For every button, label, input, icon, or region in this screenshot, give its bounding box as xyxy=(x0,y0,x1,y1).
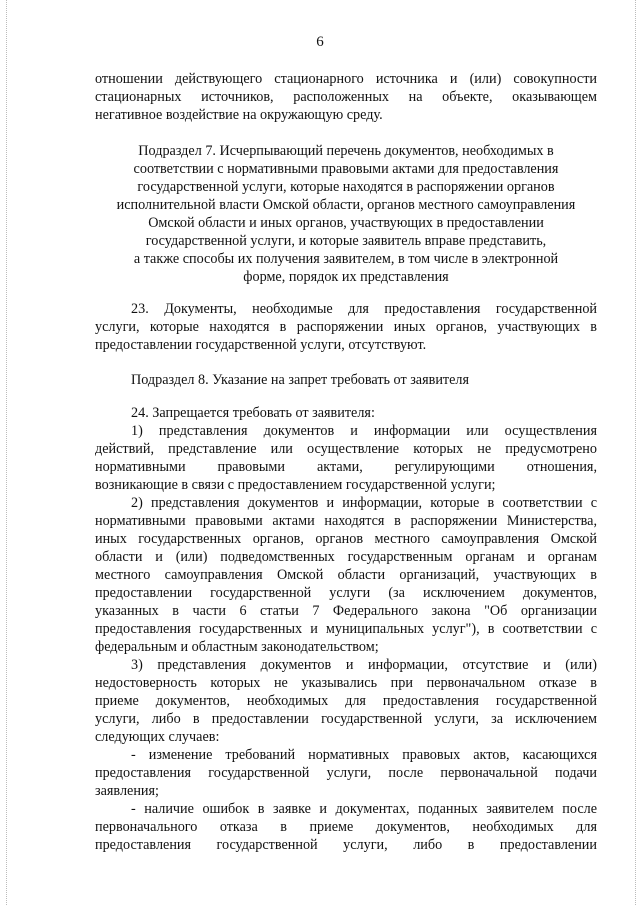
item2-line: федеральным и областным законодательством; xyxy=(95,639,379,655)
intro-line: отношении действующего стационарного источника и (или) совокупности xyxy=(95,71,597,87)
item3-line: приеме документов, необходимых для предоставления государственной xyxy=(95,693,597,709)
paragraph-23 xyxy=(95,300,597,354)
intro-line: стационарных источников, расположенных на объекте, оказывающем xyxy=(95,89,597,105)
heading-line: Подраздел 7. Исчерпывающий перечень документов, необходимых в xyxy=(138,143,554,159)
item3-line: недостоверность которых не указывались при первоначальном отказе в xyxy=(95,675,597,691)
case2-line: первоначального отказа в приеме документов, необходимых для xyxy=(95,819,597,835)
case1-line: заявления; xyxy=(95,783,159,799)
para23-line: предоставлении государственной услуги, отсутствуют. xyxy=(95,337,427,353)
item2-line: области и (или) подведомственных государственным органам и органам xyxy=(95,549,597,565)
item1-line: 1) представления документов и информации или осуществления xyxy=(131,423,597,439)
heading-line: исполнительной власти Омской области, органов местного самоуправления xyxy=(116,197,576,213)
item2-line: 2) представления документов и информации, которые в соответствии с xyxy=(131,495,597,511)
case2-line: - наличие ошибок в заявке и документах, поданных заявителем после xyxy=(131,801,597,817)
item1-line: действий, представление или осуществление которых не предусмотрено xyxy=(95,441,597,457)
item3-line: следующих случаев: xyxy=(95,729,220,745)
item1-line: возникающие в связи с предоставлением государственной услуги; xyxy=(95,477,496,493)
para23-line: услуги, которые находятся в распоряжении иных органов, участвующих в xyxy=(95,319,597,335)
para24-title: 24. Запрещается требовать от заявителя: xyxy=(131,405,375,421)
heading-line: соответствии с нормативными правовыми актами для предоставления xyxy=(133,161,559,177)
intro-line: негативное воздействие на окружающую среду. xyxy=(95,107,383,123)
item3-line: услуги, либо в предоставлении государственной услуги, за исключением xyxy=(95,711,597,727)
subsection8-heading-text: Подраздел 8. Указание на запрет требовать от заявителя xyxy=(131,372,470,388)
page-number: 6 xyxy=(316,34,324,50)
item2-line: предоставлении государственной услуги (за исключением документов, xyxy=(95,585,597,601)
item2-line: нормативными правовыми актами находятся в распоряжении Министерства, xyxy=(95,513,597,529)
item1-line: нормативными правовыми актами, регулирующими отношения, xyxy=(95,459,597,475)
case1-line: предоставления государственной услуги, после первоначальной подачи xyxy=(95,765,597,781)
item2-line: иных государственных органов, органов местного самоуправления Омской xyxy=(95,531,597,547)
heading-line: государственной услуги, которые находятся в распоряжении органов xyxy=(137,179,555,195)
heading-line: форме, порядок их представления xyxy=(243,269,449,285)
case1-line: - изменение требований нормативных правовых актов, касающихся xyxy=(131,747,597,763)
scan-left-edge xyxy=(6,0,7,905)
intro-paragraph xyxy=(95,70,597,124)
heading-line: государственной услуги, и которые заявитель вправе представить, xyxy=(145,233,547,249)
heading-line: Омской области и иных органов, участвующих в предоставлении xyxy=(148,215,544,231)
item2-line: указанных в части 6 статьи 7 Федерального закона "Об организации xyxy=(95,603,597,619)
item2-line: местного самоуправления Омской области организаций, участвующих в xyxy=(95,567,597,583)
paragraph-24 xyxy=(95,404,597,854)
subsection8-heading xyxy=(95,371,597,389)
item3-line: 3) представления документов и информации, отсутствие и (или) xyxy=(131,657,597,673)
item2-line: предоставления государственных и муниципальных услуг"), в соответствии с xyxy=(95,621,597,637)
scan-right-edge xyxy=(635,0,636,905)
subsection7-heading xyxy=(95,142,597,286)
heading-line: а также способы их получения заявителем, в том числе в электронной xyxy=(133,251,559,267)
para23-line: 23. Документы, необходимые для предоставления государственной xyxy=(131,301,597,317)
case2-line: предоставления государственной услуги, либо в предоставлении xyxy=(95,837,597,853)
